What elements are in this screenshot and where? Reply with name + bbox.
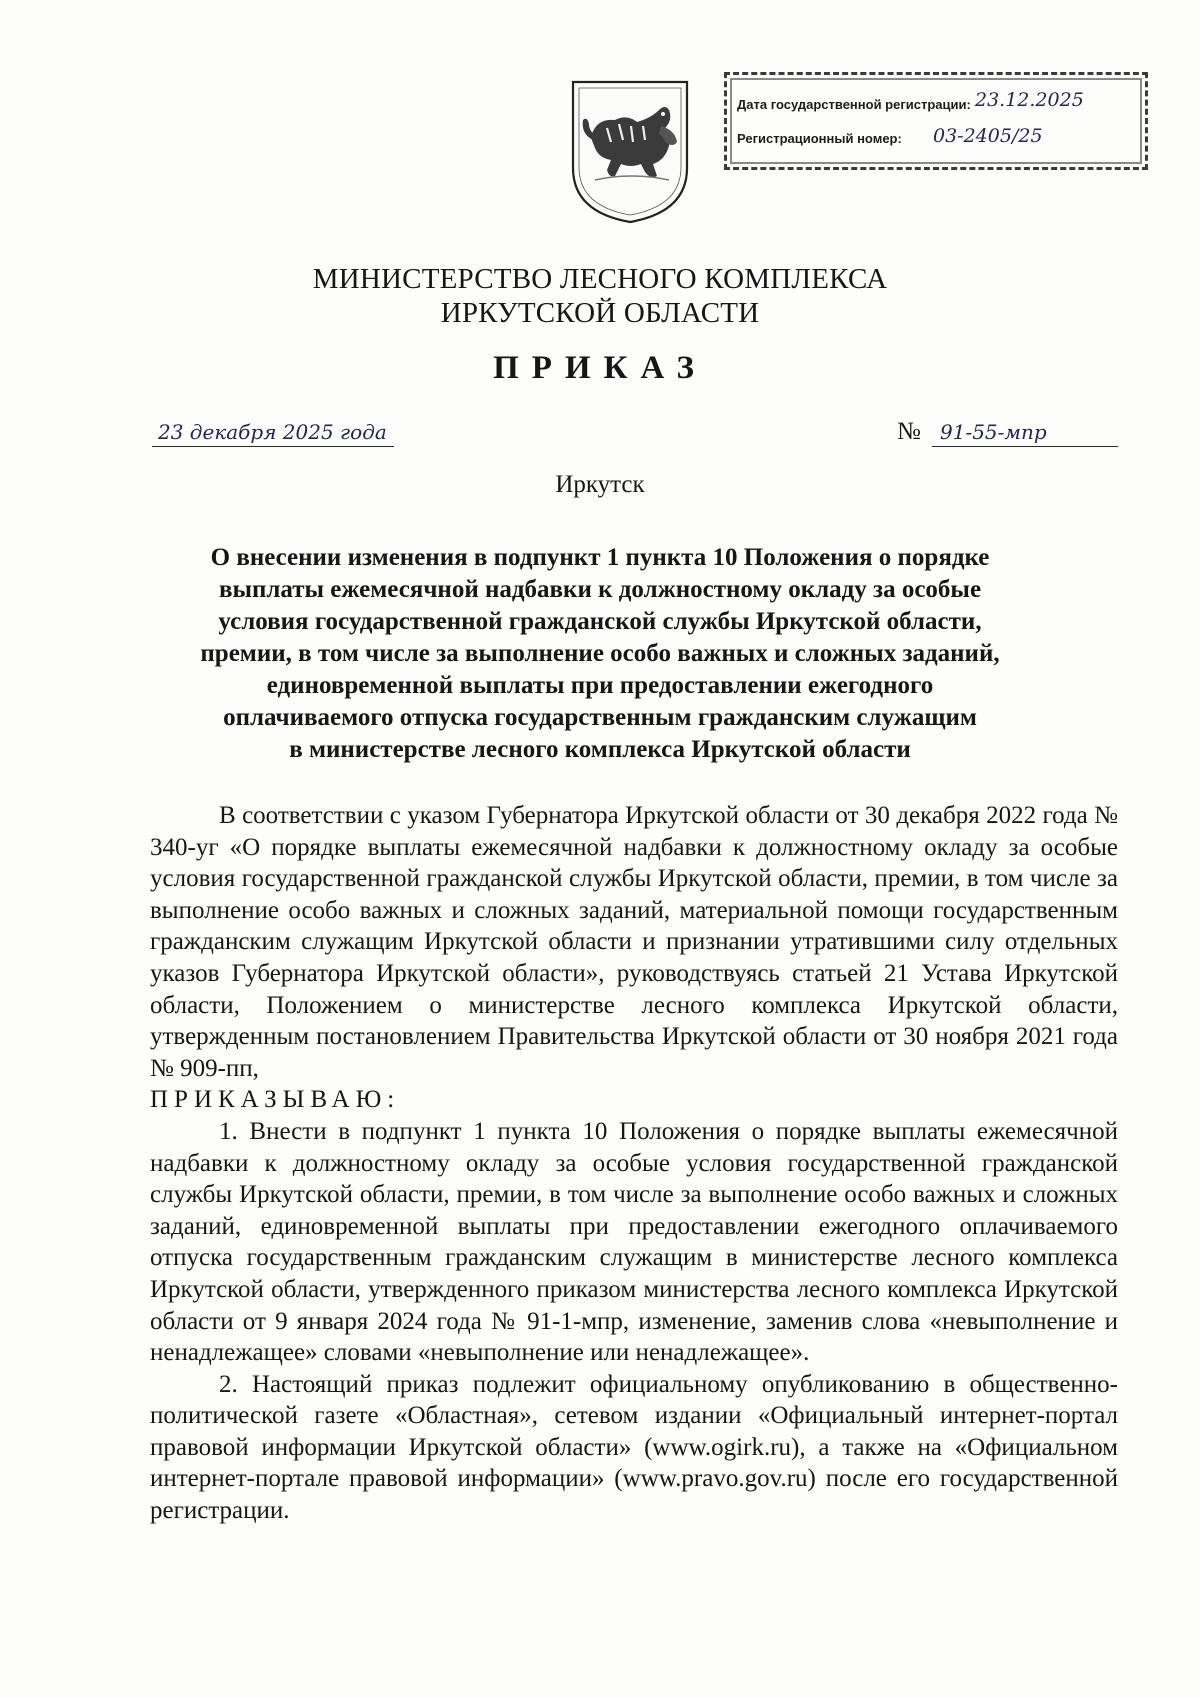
- order-item-1: 1. Внести в подпункт 1 пункта 10 Положения о порядке выплаты ежемесячной надбавки к должностному окладу за особые условия государственной гражданской службы Иркутской области, премии, в том числе за выполнение особо важных и сложных заданий, единовременной выплаты при предоставлении ежегодного оплачиваемого отпуска государственным гражданским служащим в министерстве лесного комплекса Иркутской области, утвержденного приказом министерства лесного комплекса Иркутской области от 9 января 2024 года № 91-1-мпр, изменение, заменив слова «невыполнение и ненадлежащее» словами «невыполнение или ненадлежащее».: [150, 1117, 1118, 1367]
- registration-number-value: 03-2405/25: [933, 125, 1043, 147]
- coat-of-arms-emblem: [565, 76, 695, 226]
- order-date-underline: [152, 446, 394, 447]
- order-item-2: 2. Настоящий приказ подлежит официальному опубликованию в общественно-политической газете «Областная», сетевом издании «Официальный интернет-портал правовой информации Иркутской области» (www.ogirk.ru), а также на «Официальном интернет-портале правовой информации» (www.pravo.gov.ru) после его государственной регистрации.: [150, 1370, 1118, 1525]
- order-word: ПРИКАЗЫВАЮ:: [150, 1086, 401, 1114]
- preamble-paragraph: В соответствии с указом Губернатора Иркутской области от 30 декабря 2022 года № 340-уг «О порядке выплаты ежемесячной надбавки к должностному окладу за особые условия государственной гражданской службы Иркутской области, премии, в том числе за выполнение особо важных и сложных заданий, материальной помощи государственным гражданским служащим Иркутской области и признании утратившими силу отдельных указов Губернатора Иркутской области», руководствуясь статьей 21 Устава Иркутской области, Положением о министерстве лесного комплекса Иркутской области, утвержденным постановлением Правительства Иркутской области от 30 ноября 2021 года № 909-пп,: [150, 802, 1118, 1082]
- heading-line: в министерстве лесного комплекса Иркутской области: [289, 736, 911, 763]
- order-body: [150, 800, 1118, 1527]
- heading-line: единовременной выплаты при предоставлении ежегодного: [266, 672, 934, 699]
- registration-date-label: Дата государственной регистрации:: [737, 97, 971, 112]
- city-name: Иркутск: [555, 471, 645, 498]
- order-number-handwritten: 91-55-мпр: [940, 420, 1047, 444]
- order-number-underline: [932, 446, 1118, 447]
- heading-line: условия государственной гражданской службы Иркутской области,: [218, 608, 982, 635]
- heading-line: выплаты ежемесячной надбавки к должностному окладу за особые: [218, 576, 982, 603]
- ministry-name: [0, 262, 1200, 330]
- order-date-handwritten: 23 декабря 2025 года: [158, 420, 387, 444]
- order-heading: [150, 542, 1050, 766]
- heading-line: О внесении изменения в подпункт 1 пункта 10 Положения о порядке: [210, 544, 990, 571]
- ministry-line-1: МИНИСТЕРСТВО ЛЕСНОГО КОМПЛЕКСА: [312, 263, 888, 295]
- ministry-line-2: ИРКУТСКОЙ ОБЛАСТИ: [440, 297, 760, 329]
- registration-stamp: [724, 72, 1148, 170]
- document-type-title: ПРИКАЗ: [493, 350, 707, 386]
- order-number-label: №: [897, 418, 921, 445]
- registration-number-label: Регистрационный номер:: [737, 131, 902, 146]
- heading-line: премии, в том числе за выполнение особо важных и сложных заданий,: [200, 640, 1000, 667]
- heading-line: оплачиваемого отпуска государственным гражданским служащим: [223, 704, 977, 731]
- registration-date-value: 23.12.2025: [975, 89, 1084, 111]
